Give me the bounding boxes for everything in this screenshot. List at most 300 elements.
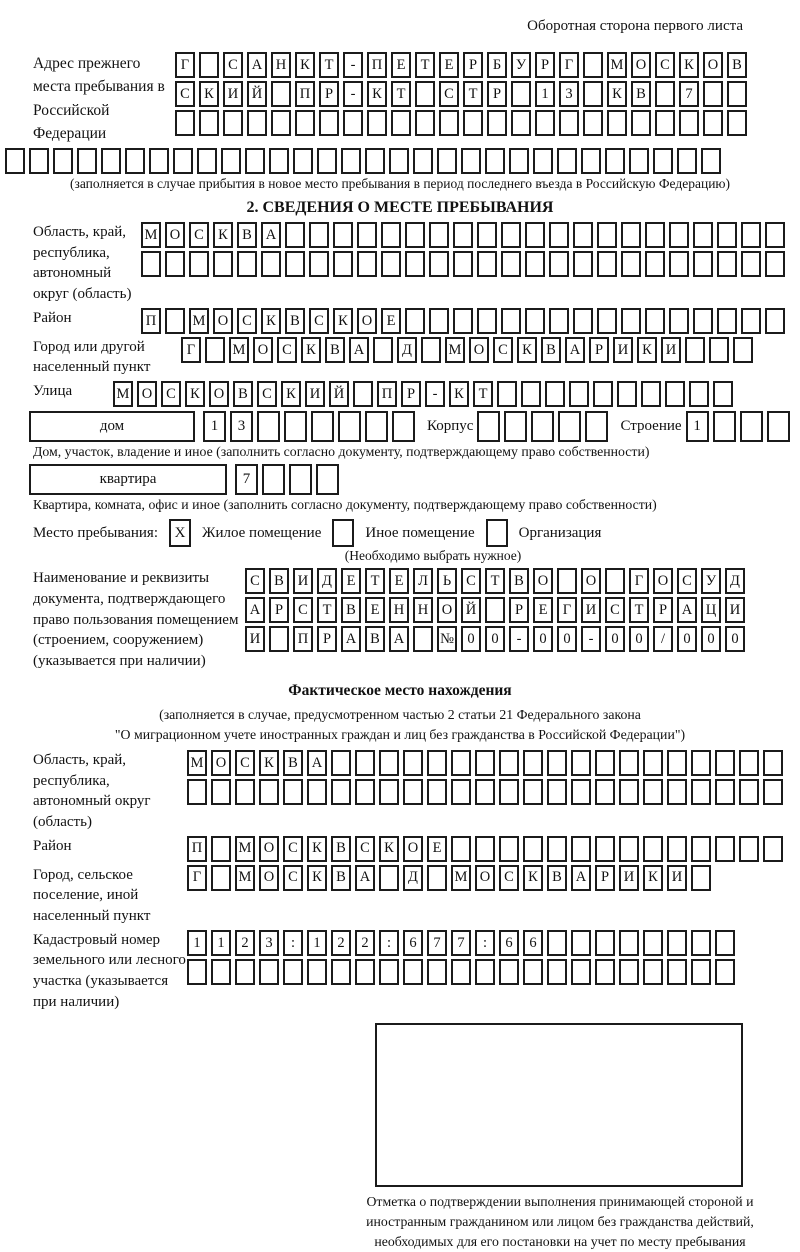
char-cell xyxy=(667,959,687,985)
char-cell: П xyxy=(293,626,313,652)
char-cell xyxy=(621,251,641,277)
char-cell xyxy=(597,251,617,277)
char-cell: Н xyxy=(413,597,433,623)
char-cell: О xyxy=(469,337,489,363)
char-cell xyxy=(259,779,279,805)
char-cell xyxy=(619,836,639,862)
char-cell xyxy=(717,251,737,277)
char-cell xyxy=(463,110,483,136)
char-cell xyxy=(421,337,441,363)
char-cell: А xyxy=(307,750,327,776)
char-cell: О xyxy=(581,568,601,594)
char-cell xyxy=(571,779,591,805)
char-row xyxy=(187,930,735,956)
char-cell: Г xyxy=(629,568,649,594)
char-cell: 0 xyxy=(461,626,481,652)
char-cell xyxy=(211,779,231,805)
char-cell xyxy=(763,779,783,805)
char-cell: Н xyxy=(271,52,291,78)
char-cell xyxy=(691,836,711,862)
char-cell xyxy=(511,110,531,136)
char-cell xyxy=(283,779,303,805)
char-cell xyxy=(475,836,495,862)
char-cell xyxy=(451,836,471,862)
char-cell: С xyxy=(189,222,209,248)
char-cell: 0 xyxy=(629,626,649,652)
char-cell: А xyxy=(355,865,375,891)
char-cell: А xyxy=(349,337,369,363)
gorod-label: Город или другой населенный пункт xyxy=(33,338,151,376)
fact-note-line2: "О миграционном учете иностранных граждан и лиц без гражданства в Российской Федерации") xyxy=(114,727,686,743)
char-cell xyxy=(715,959,735,985)
char-cell xyxy=(173,148,193,174)
char-cell: К xyxy=(301,337,321,363)
korpus-label: Корпус xyxy=(427,418,474,435)
char-cell: К xyxy=(607,81,627,107)
char-cell: Т xyxy=(391,81,411,107)
fact-raion-row xyxy=(5,836,795,862)
char-cell: 6 xyxy=(403,930,423,956)
char-cell xyxy=(205,337,225,363)
char-cell: С xyxy=(605,597,625,623)
stamp-block xyxy=(329,1023,791,1252)
char-row xyxy=(477,411,608,442)
char-cell xyxy=(571,930,591,956)
char-cell xyxy=(211,836,231,862)
char-cell xyxy=(341,148,361,174)
char-cell: Ь xyxy=(437,568,457,594)
char-cell: Д xyxy=(397,337,417,363)
char-cell: М xyxy=(235,836,255,862)
char-cell xyxy=(763,750,783,776)
char-cell xyxy=(373,337,393,363)
char-cell: Т xyxy=(485,568,505,594)
char-cell xyxy=(645,251,665,277)
char-cell xyxy=(617,381,637,407)
char-cell xyxy=(715,836,735,862)
char-cell: 2 xyxy=(235,930,255,956)
char-cell: 2 xyxy=(331,930,351,956)
char-cell: 3 xyxy=(230,411,253,442)
char-cell xyxy=(509,148,529,174)
char-cell: И xyxy=(661,337,681,363)
char-cell xyxy=(475,959,495,985)
char-row xyxy=(175,81,747,107)
char-cell xyxy=(149,148,169,174)
stamp-caption: Отметка о подтверждении выполнения принимающей стороной и иностранным гражданином или лицом без гражданства действий, необходимых для его постановки на учет по месту пребывания xyxy=(366,1193,754,1249)
char-cell: / xyxy=(653,626,673,652)
char-cell: Т xyxy=(319,52,339,78)
kadastr-label: Кадастровый номер земельного или лесного участка (указывается при наличии) xyxy=(33,931,186,1010)
char-cell: М xyxy=(229,337,249,363)
char-cell: М xyxy=(607,52,627,78)
char-cell: С xyxy=(257,381,277,407)
char-row xyxy=(187,959,735,985)
char-cell: О xyxy=(253,337,273,363)
oblast-label: Область, край, республика, автономный округ (область) xyxy=(33,224,132,303)
char-cell: К xyxy=(307,836,327,862)
char-cell: Т xyxy=(317,597,337,623)
char-cell xyxy=(237,251,257,277)
char-cell xyxy=(355,779,375,805)
char-cell xyxy=(453,222,473,248)
char-cell: К xyxy=(199,81,219,107)
char-cell: Р xyxy=(487,81,507,107)
char-cell: О xyxy=(703,52,723,78)
char-cell: У xyxy=(701,568,721,594)
char-cell: М xyxy=(451,865,471,891)
char-cell: В xyxy=(233,381,253,407)
gorod-row xyxy=(5,337,795,378)
option-inoe-label: Иное помещение xyxy=(365,524,475,541)
ulitsa-row xyxy=(5,381,795,407)
char-cell xyxy=(667,836,687,862)
char-cell xyxy=(597,222,617,248)
char-cell: 1 xyxy=(203,411,226,442)
char-cell: М xyxy=(141,222,161,248)
stroenie-label: Строение xyxy=(620,418,682,435)
oblast-rows xyxy=(141,222,785,277)
char-cell: Б xyxy=(487,52,507,78)
char-cell: К xyxy=(185,381,205,407)
char-cell xyxy=(547,779,567,805)
fact-gorod-label: Город, сельское поселение, иной населенный пункт xyxy=(33,866,151,925)
char-cell: И xyxy=(725,597,745,623)
char-cell xyxy=(353,381,373,407)
char-cell: С xyxy=(245,568,265,594)
char-cell xyxy=(403,779,423,805)
char-cell xyxy=(677,148,697,174)
char-cell xyxy=(331,750,351,776)
char-row xyxy=(141,251,785,277)
checkbox-organizatsiya xyxy=(486,519,508,547)
char-cell: Т xyxy=(629,597,649,623)
char-cell xyxy=(355,959,375,985)
checkbox-inoe-pomeshchenie xyxy=(332,519,354,547)
char-cell: Е xyxy=(533,597,553,623)
section2-title: 2. СВЕДЕНИЯ О МЕСТЕ ПРЕБЫВАНИЯ xyxy=(246,199,554,216)
char-cell: И xyxy=(293,568,313,594)
char-cell xyxy=(573,222,593,248)
char-cell: С xyxy=(439,81,459,107)
char-row xyxy=(203,411,415,442)
char-row xyxy=(245,626,745,652)
char-cell: С xyxy=(237,308,257,334)
char-cell: С xyxy=(499,865,519,891)
oblast-row xyxy=(5,222,795,305)
char-cell: К xyxy=(307,865,327,891)
char-cell: С xyxy=(309,308,329,334)
char-cell: Т xyxy=(415,52,435,78)
char-cell: Т xyxy=(463,81,483,107)
char-cell: К xyxy=(449,381,469,407)
char-cell: О xyxy=(259,836,279,862)
char-cell: А xyxy=(261,222,281,248)
char-cell: : xyxy=(475,930,495,956)
char-cell: К xyxy=(261,308,281,334)
char-cell: Ц xyxy=(701,597,721,623)
dom-note: Дом, участок, владение и иное (заполнить согласно документу, подтверждающему право собственности) xyxy=(33,444,650,460)
char-cell xyxy=(679,110,699,136)
char-cell: С xyxy=(355,836,375,862)
kadastr-row xyxy=(5,930,795,1013)
char-cell xyxy=(247,110,267,136)
char-cell xyxy=(405,308,425,334)
char-cell xyxy=(691,779,711,805)
char-cell xyxy=(307,959,327,985)
char-cell: В xyxy=(331,836,351,862)
char-cell: 1 xyxy=(535,81,555,107)
char-cell xyxy=(141,251,161,277)
char-cell xyxy=(331,779,351,805)
char-cell xyxy=(583,81,603,107)
char-cell: : xyxy=(283,930,303,956)
char-cell: О xyxy=(209,381,229,407)
char-cell: П xyxy=(295,81,315,107)
mesto-prebyvaniya-row xyxy=(33,519,795,547)
char-cell: К xyxy=(295,52,315,78)
char-cell xyxy=(559,110,579,136)
char-cell xyxy=(645,222,665,248)
char-cell xyxy=(629,148,649,174)
char-cell: С xyxy=(677,568,697,594)
char-cell xyxy=(703,110,723,136)
char-cell: Г xyxy=(181,337,201,363)
char-cell: А xyxy=(677,597,697,623)
option-organizatsiya-label: Организация xyxy=(518,524,602,541)
char-cell xyxy=(405,251,425,277)
char-cell: В xyxy=(325,337,345,363)
char-cell xyxy=(583,110,603,136)
char-cell: - xyxy=(425,381,445,407)
char-cell xyxy=(717,308,737,334)
char-cell: В xyxy=(365,626,385,652)
char-cell: : xyxy=(379,930,399,956)
fact-note-line1: (заполняется в случае, предусмотренном частью 2 статьи 21 Федерального закона xyxy=(159,706,641,722)
char-cell: Й xyxy=(461,597,481,623)
char-cell xyxy=(573,251,593,277)
char-cell xyxy=(403,750,423,776)
char-row xyxy=(175,110,747,136)
char-cell: С xyxy=(461,568,481,594)
char-cell xyxy=(693,308,713,334)
char-cell: С xyxy=(293,597,313,623)
fact-raion-label: Район xyxy=(33,837,72,854)
char-cell: В xyxy=(509,568,529,594)
char-cell xyxy=(316,464,339,495)
char-cell: К xyxy=(523,865,543,891)
char-cell xyxy=(223,110,243,136)
ulitsa-label: Улица xyxy=(33,383,73,400)
char-cell: А xyxy=(389,626,409,652)
char-cell xyxy=(523,959,543,985)
char-cell xyxy=(357,251,377,277)
char-cell: К xyxy=(379,836,399,862)
char-cell xyxy=(427,959,447,985)
char-cell xyxy=(715,779,735,805)
char-cell xyxy=(621,222,641,248)
char-cell: Д xyxy=(725,568,745,594)
back-side-note: Оборотная сторона первого листа xyxy=(527,18,743,34)
fact-section-note xyxy=(5,705,795,746)
char-cell xyxy=(487,110,507,136)
char-cell xyxy=(763,836,783,862)
char-cell xyxy=(284,411,307,442)
char-cell xyxy=(389,148,409,174)
char-row xyxy=(141,222,785,248)
char-cell: Р xyxy=(401,381,421,407)
char-cell: К xyxy=(367,81,387,107)
char-cell xyxy=(501,222,521,248)
char-cell xyxy=(619,959,639,985)
char-cell: 1 xyxy=(686,411,709,442)
char-cell xyxy=(739,836,759,862)
char-cell: У xyxy=(511,52,531,78)
char-cell xyxy=(558,411,581,442)
char-cell: О xyxy=(165,222,185,248)
previous-address-label: Адрес прежнего места пребывания в Российской Федерации xyxy=(33,55,165,142)
char-cell xyxy=(511,81,531,107)
char-cell xyxy=(77,148,97,174)
char-cell: С xyxy=(175,81,195,107)
char-row xyxy=(175,52,747,78)
char-cell xyxy=(549,308,569,334)
char-cell: П xyxy=(377,381,397,407)
option-zhiloe-label: Жилое помещение xyxy=(202,524,322,541)
char-cell xyxy=(221,148,241,174)
char-cell xyxy=(585,411,608,442)
choose-note: (Необходимо выбрать нужное) xyxy=(344,548,522,564)
char-cell xyxy=(245,148,265,174)
char-cell xyxy=(309,251,329,277)
char-cell: К xyxy=(281,381,301,407)
char-cell xyxy=(595,750,615,776)
fact-gorod-row xyxy=(5,865,795,927)
char-cell xyxy=(429,251,449,277)
char-cell: К xyxy=(679,52,699,78)
char-row xyxy=(187,779,783,805)
char-cell xyxy=(691,930,711,956)
char-cell xyxy=(501,308,521,334)
char-cell: Р xyxy=(535,52,555,78)
char-cell: И xyxy=(667,865,687,891)
char-cell: 2 xyxy=(355,930,375,956)
char-cell: Е xyxy=(427,836,447,862)
char-cell xyxy=(475,750,495,776)
char-cell: Е xyxy=(391,52,411,78)
char-cell xyxy=(235,779,255,805)
char-row xyxy=(245,597,745,623)
char-cell: Р xyxy=(509,597,529,623)
char-cell: 0 xyxy=(701,626,721,652)
char-cell xyxy=(317,148,337,174)
char-cell xyxy=(547,750,567,776)
char-cell xyxy=(547,836,567,862)
char-cell xyxy=(547,930,567,956)
char-cell: А xyxy=(565,337,585,363)
char-cell xyxy=(475,779,495,805)
char-cell xyxy=(595,836,615,862)
char-cell xyxy=(583,52,603,78)
char-cell xyxy=(765,222,785,248)
char-row xyxy=(181,337,753,363)
char-cell xyxy=(379,865,399,891)
char-cell xyxy=(365,411,388,442)
fact-oblast-row xyxy=(5,750,795,833)
char-cell xyxy=(477,411,500,442)
char-cell: О xyxy=(259,865,279,891)
char-cell xyxy=(379,750,399,776)
char-cell: К xyxy=(213,222,233,248)
char-cell: А xyxy=(341,626,361,652)
char-cell: Д xyxy=(317,568,337,594)
char-cell xyxy=(571,836,591,862)
char-cell: И xyxy=(305,381,325,407)
char-cell: М xyxy=(235,865,255,891)
char-cell: - xyxy=(509,626,529,652)
char-cell xyxy=(643,750,663,776)
char-cell: С xyxy=(235,750,255,776)
char-cell: № xyxy=(437,626,457,652)
char-cell xyxy=(653,148,673,174)
char-cell xyxy=(367,110,387,136)
char-cell xyxy=(319,110,339,136)
char-cell: 0 xyxy=(677,626,697,652)
char-cell xyxy=(523,836,543,862)
char-cell xyxy=(499,959,519,985)
char-cell xyxy=(547,959,567,985)
char-cell xyxy=(715,930,735,956)
char-cell xyxy=(271,110,291,136)
char-cell xyxy=(545,381,565,407)
char-cell: Д xyxy=(403,865,423,891)
char-cell xyxy=(669,251,689,277)
char-cell xyxy=(415,110,435,136)
char-cell xyxy=(453,308,473,334)
char-cell: 3 xyxy=(559,81,579,107)
char-cell: В xyxy=(283,750,303,776)
char-cell xyxy=(569,381,589,407)
char-cell xyxy=(499,836,519,862)
char-cell xyxy=(643,959,663,985)
char-cell: О xyxy=(653,568,673,594)
char-cell: Р xyxy=(653,597,673,623)
char-cell xyxy=(343,110,363,136)
char-cell xyxy=(437,148,457,174)
char-cell xyxy=(477,222,497,248)
char-cell xyxy=(741,251,761,277)
char-row xyxy=(187,865,711,891)
char-cell xyxy=(405,222,425,248)
char-cell: А xyxy=(247,52,267,78)
char-cell xyxy=(125,148,145,174)
char-cell: 0 xyxy=(485,626,505,652)
char-cell: 7 xyxy=(235,464,258,495)
char-row xyxy=(686,411,790,442)
char-cell: К xyxy=(517,337,537,363)
previous-address-block xyxy=(5,52,795,145)
char-row-overflow xyxy=(5,148,795,174)
char-cell: И xyxy=(613,337,633,363)
char-cell xyxy=(655,81,675,107)
char-cell: Е xyxy=(341,568,361,594)
char-cell: Г xyxy=(175,52,195,78)
char-cell xyxy=(269,148,289,174)
char-cell xyxy=(593,381,613,407)
char-cell xyxy=(619,779,639,805)
char-cell xyxy=(392,411,415,442)
char-cell xyxy=(213,251,233,277)
